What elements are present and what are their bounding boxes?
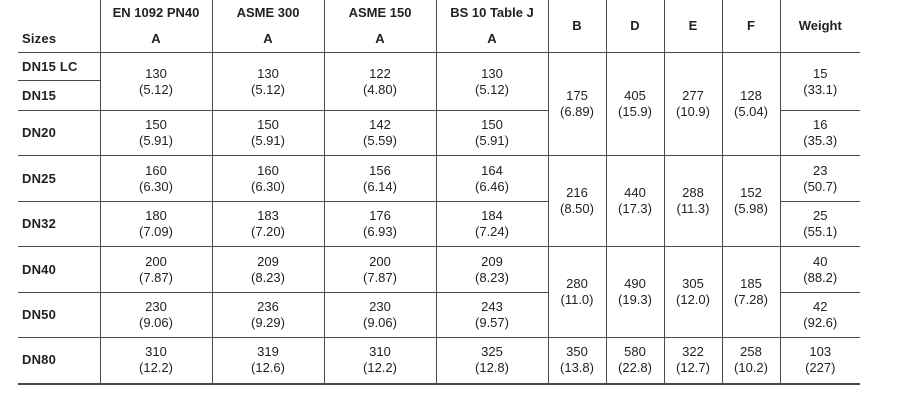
value-mm: 42 <box>813 299 828 314</box>
value-inch: (9.29) <box>251 315 285 330</box>
value-mm: 310 <box>145 344 167 360</box>
value-inch: (7.24) <box>475 224 509 239</box>
value-mm: 130 <box>145 65 167 81</box>
value-inch: (12.6) <box>251 360 285 376</box>
value-mm: 152 <box>740 185 762 200</box>
value-mm: 490 <box>624 276 646 291</box>
table-row <box>18 247 860 293</box>
value-inch: (7.28) <box>734 292 768 307</box>
size-dn20: DN20 <box>18 111 100 156</box>
value-mm: 236 <box>257 299 279 314</box>
value-mm: 150 <box>145 117 167 132</box>
value-mm: 175 <box>566 88 588 103</box>
a-asme300-dn50 <box>212 293 324 338</box>
value-inch: (12.0) <box>676 292 710 307</box>
header-bs10: BS 10 Table J <box>436 0 548 26</box>
value-inch: (5.91) <box>139 133 173 148</box>
a-asme150-dn25 <box>324 156 436 202</box>
header-row-standards <box>18 0 860 26</box>
value-inch: (5.91) <box>475 133 509 148</box>
weight-dn50 <box>780 293 860 338</box>
a-bs10-dn20 <box>436 111 548 156</box>
a-bs10-dn50 <box>436 293 548 338</box>
value-mm: 325 <box>481 344 503 360</box>
size-dn15lc: DN15 LC <box>18 53 100 81</box>
value-mm: 305 <box>682 276 704 291</box>
value-inch: (8.50) <box>560 201 594 216</box>
value-inch: (11.3) <box>676 201 710 216</box>
value-inch: (5.98) <box>734 201 768 216</box>
value-inch: (5.12) <box>251 81 285 97</box>
value-mm: 185 <box>740 276 762 291</box>
header-sizes: Sizes <box>18 26 100 53</box>
value-mm: 150 <box>481 117 503 132</box>
value-inch: (4.80) <box>363 81 397 97</box>
value-inch: (8.23) <box>475 269 509 285</box>
value-mm: 130 <box>481 65 503 81</box>
value-inch: (6.46) <box>475 178 509 194</box>
dim-e-group1 <box>664 53 722 156</box>
dim-b-group3 <box>548 247 606 338</box>
dim-f-group2 <box>722 156 780 247</box>
value-mm: 176 <box>369 208 391 223</box>
a-asme300-dn32 <box>212 202 324 247</box>
dim-d-group4 <box>606 338 664 384</box>
weight-dn20 <box>780 111 860 156</box>
value-mm: 230 <box>369 299 391 314</box>
dim-b-group1 <box>548 53 606 156</box>
value-inch: (5.91) <box>251 133 285 148</box>
value-mm: 209 <box>257 253 279 269</box>
size-dn15: DN15 <box>18 81 100 111</box>
value-inch: (35.3) <box>803 133 838 148</box>
a-en1092-dn20 <box>100 111 212 156</box>
a-bs10-dn40 <box>436 247 548 293</box>
table-row <box>18 338 860 384</box>
dim-b-group4 <box>548 338 606 384</box>
dim-f-group1 <box>722 53 780 156</box>
value-mm: 243 <box>481 299 503 314</box>
a-asme150-dn20 <box>324 111 436 156</box>
a-bs10-dn32 <box>436 202 548 247</box>
value-mm: 160 <box>145 162 167 178</box>
value-mm: 319 <box>257 344 279 360</box>
value-mm: 160 <box>257 162 279 178</box>
value-inch: (5.12) <box>139 81 173 97</box>
header-b: B <box>548 0 606 53</box>
value-inch: (12.7) <box>676 360 710 376</box>
header-a-asme150: A <box>324 26 436 53</box>
value-mm: 230 <box>145 299 167 314</box>
a-bs10-dn80 <box>436 338 548 384</box>
value-mm: 350 <box>566 344 588 360</box>
weight-dn25 <box>780 156 860 202</box>
a-asme150-dn40 <box>324 247 436 293</box>
value-inch: (227) <box>805 360 836 376</box>
a-en1092-dn80 <box>100 338 212 384</box>
weight-dn40 <box>780 247 860 293</box>
header-asme150: ASME 150 <box>324 0 436 26</box>
value-mm: 122 <box>369 65 391 81</box>
a-asme150-dn80 <box>324 338 436 384</box>
value-inch: (12.2) <box>363 360 397 376</box>
size-dn32: DN32 <box>18 202 100 247</box>
dim-f-group3 <box>722 247 780 338</box>
value-mm: 280 <box>566 276 588 291</box>
a-asme150-dn50 <box>324 293 436 338</box>
value-inch: (12.2) <box>139 360 173 376</box>
value-mm: 405 <box>624 88 646 103</box>
header-a-en1092: A <box>100 26 212 53</box>
value-mm: 216 <box>566 185 588 200</box>
a-en1092-dn32 <box>100 202 212 247</box>
value-inch: (10.2) <box>734 360 768 376</box>
header-a-bs10: A <box>436 26 548 53</box>
a-en1092-dn40 <box>100 247 212 293</box>
value-inch: (5.59) <box>363 133 397 148</box>
value-inch: (33.1) <box>803 81 838 97</box>
value-mm: 128 <box>740 88 762 103</box>
value-mm: 164 <box>481 162 503 178</box>
value-mm: 156 <box>369 162 391 178</box>
a-en1092-dn15 <box>100 53 212 111</box>
size-dn50: DN50 <box>18 293 100 338</box>
value-mm: 15 <box>813 65 828 81</box>
value-inch: (6.30) <box>139 178 173 194</box>
table-row <box>18 156 860 202</box>
value-mm: 150 <box>257 117 279 132</box>
a-asme150-dn15 <box>324 53 436 111</box>
value-inch: (6.93) <box>363 224 397 239</box>
value-mm: 142 <box>369 117 391 132</box>
a-asme300-dn40 <box>212 247 324 293</box>
value-inch: (15.9) <box>618 104 652 119</box>
header-en1092: EN 1092 PN40 <box>100 0 212 26</box>
value-inch: (55.1) <box>803 224 838 239</box>
a-asme300-dn25 <box>212 156 324 202</box>
dim-d-group2 <box>606 156 664 247</box>
header-f: F <box>722 0 780 53</box>
dimensions-table <box>18 0 860 385</box>
weight-dn15 <box>780 53 860 111</box>
value-inch: (88.2) <box>803 269 838 285</box>
a-asme300-dn20 <box>212 111 324 156</box>
value-inch: (7.87) <box>139 269 173 285</box>
value-mm: 310 <box>369 344 391 360</box>
value-inch: (5.12) <box>475 81 509 97</box>
value-inch: (11.0) <box>560 292 594 307</box>
value-inch: (12.8) <box>475 360 509 376</box>
value-mm: 277 <box>682 88 704 103</box>
value-inch: (7.20) <box>251 224 285 239</box>
value-mm: 322 <box>682 344 704 360</box>
value-mm: 23 <box>813 162 828 178</box>
value-inch: (92.6) <box>803 315 838 330</box>
value-inch: (22.8) <box>618 360 652 376</box>
value-inch: (9.57) <box>475 315 509 330</box>
value-mm: 130 <box>257 65 279 81</box>
size-dn40: DN40 <box>18 247 100 293</box>
value-inch: (19.3) <box>618 292 652 307</box>
value-inch: (13.8) <box>560 360 594 376</box>
dim-b-group2 <box>548 156 606 247</box>
value-inch: (17.3) <box>618 201 652 216</box>
value-inch: (5.04) <box>734 104 768 119</box>
value-inch: (50.7) <box>803 178 838 194</box>
table-row <box>18 53 860 81</box>
header-a-asme300: A <box>212 26 324 53</box>
value-mm: 40 <box>813 253 828 269</box>
size-dn25: DN25 <box>18 156 100 202</box>
header-d: D <box>606 0 664 53</box>
weight-dn32 <box>780 202 860 247</box>
size-dn80: DN80 <box>18 338 100 384</box>
value-mm: 25 <box>813 208 828 223</box>
a-bs10-dn15 <box>436 53 548 111</box>
a-en1092-dn50 <box>100 293 212 338</box>
value-mm: 16 <box>813 117 828 132</box>
value-mm: 103 <box>809 344 832 360</box>
value-inch: (10.9) <box>676 104 710 119</box>
dim-e-group4 <box>664 338 722 384</box>
header-weight: Weight <box>780 0 860 53</box>
value-mm: 440 <box>624 185 646 200</box>
dim-e-group2 <box>664 156 722 247</box>
value-mm: 183 <box>257 208 279 223</box>
weight-dn80 <box>780 338 860 384</box>
a-asme150-dn32 <box>324 202 436 247</box>
value-inch: (6.14) <box>363 178 397 194</box>
dim-d-group1 <box>606 53 664 156</box>
value-mm: 200 <box>145 253 167 269</box>
value-inch: (7.87) <box>363 269 397 285</box>
value-mm: 200 <box>369 253 391 269</box>
dim-e-group3 <box>664 247 722 338</box>
header-e: E <box>664 0 722 53</box>
value-inch: (9.06) <box>363 315 397 330</box>
header-blank <box>18 0 100 26</box>
a-asme300-dn80 <box>212 338 324 384</box>
value-mm: 184 <box>481 208 503 223</box>
dim-f-group4 <box>722 338 780 384</box>
value-inch: (8.23) <box>251 269 285 285</box>
value-mm: 209 <box>481 253 503 269</box>
header-asme300: ASME 300 <box>212 0 324 26</box>
value-inch: (7.09) <box>139 224 173 239</box>
value-mm: 258 <box>740 344 762 360</box>
a-bs10-dn25 <box>436 156 548 202</box>
value-inch: (9.06) <box>139 315 173 330</box>
value-inch: (6.30) <box>251 178 285 194</box>
value-mm: 580 <box>624 344 646 360</box>
dim-d-group3 <box>606 247 664 338</box>
a-asme300-dn15 <box>212 53 324 111</box>
value-mm: 288 <box>682 185 704 200</box>
value-mm: 180 <box>145 208 167 223</box>
a-en1092-dn25 <box>100 156 212 202</box>
value-inch: (6.89) <box>560 104 594 119</box>
